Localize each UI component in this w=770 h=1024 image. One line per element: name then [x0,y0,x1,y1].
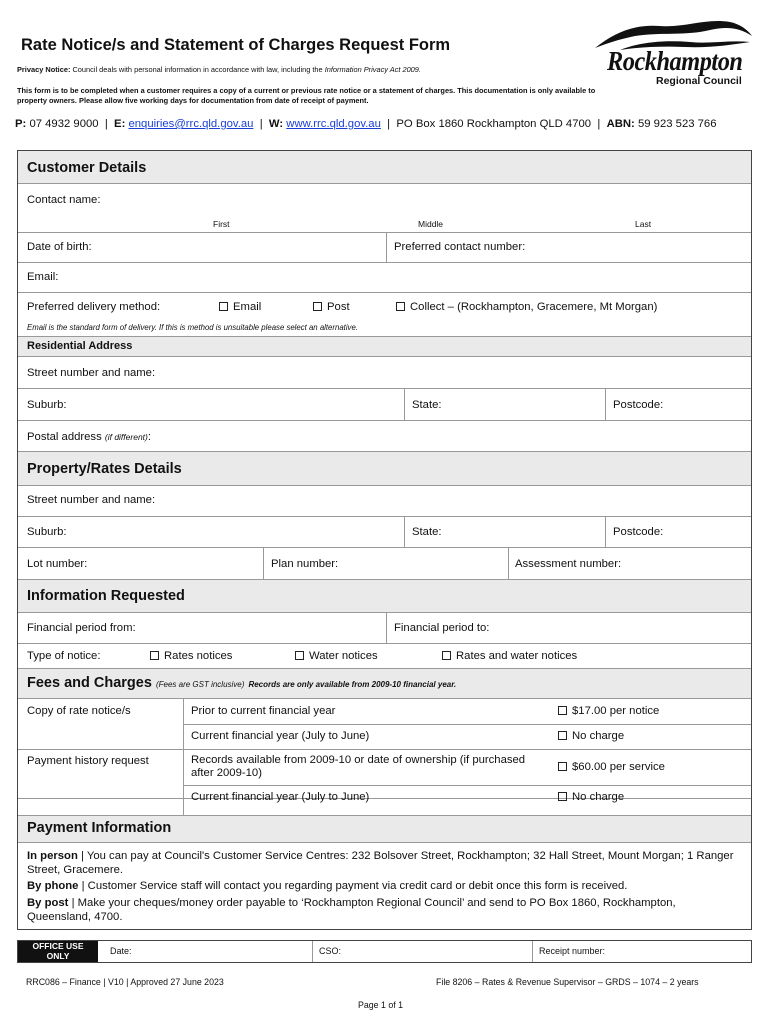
office-use-bar [17,940,752,963]
separator: | [259,118,263,130]
gst-note: (Fees are GST inclusive) [155,680,245,689]
dob-row [18,233,751,263]
postal-note: (if different) [104,432,148,442]
postal-colon: : [147,431,152,443]
payment-by-post [27,896,742,924]
phone-number: 07 4932 9000 [29,118,99,130]
divider [183,749,751,750]
fees-heading-text: Fees and Charges [27,675,152,691]
email-label: E: [114,118,126,130]
checkbox-icon[interactable] [558,731,567,740]
payment-text: | You can pay at Council's Customer Service Centres: 232 Bolsover Street, Rockhampton; 32 Hall Street, Mount Morgan; 1 Ranger Street, Gracemere. [27,850,734,876]
checkbox-icon[interactable] [558,706,567,715]
payment-label: By phone [27,880,79,892]
divider [386,613,387,643]
email-link[interactable]: enquiries@rrc.qld.gov.au [128,118,254,130]
residential-street-field[interactable] [18,357,751,389]
divider [508,548,509,579]
option-label: Rates and water notices [456,650,578,662]
notice-option-both[interactable] [442,650,577,662]
delivery-method-row [18,293,751,337]
instructions: This form is to be completed when a customer requires a copy of a current or previous rate notice or a statement of charges. This documentation is only available to property owners. Please allow five working days for documentation from date of receipt of payment. [17,86,596,105]
abn-number: 59 923 523 766 [637,118,717,130]
delivery-label: Preferred delivery method: [27,301,161,313]
office-receipt-label: Receipt number: [539,946,606,956]
payment-history-label: Payment history request [27,755,149,767]
section-information-requested [18,580,751,613]
postal-text: Postal address [27,431,105,443]
delivery-note: Email is the standard form of delivery. If this is method is unsuitable please select an alternative. [27,323,358,332]
footer-doc-ref: RRC086 – Finance | V10 | Approved 27 June 2023 [26,977,224,987]
dob-label: Date of birth: [27,241,92,253]
postcode-label: Postcode: [613,526,664,538]
option-label: Rates notices [164,650,233,662]
notice-option-water[interactable] [295,650,378,662]
fee-option-records[interactable] [558,761,665,773]
section-payment-information [18,816,751,843]
payment-by-phone [27,879,742,893]
fee-option-current[interactable] [558,730,624,742]
postcode-label: Postcode: [613,399,664,411]
option-label: Water notices [309,650,378,662]
period-to-label: Financial period to: [394,622,490,634]
section-fees-charges [18,669,751,699]
section-heading: Customer Details [27,160,147,176]
footer-file-ref: File 8206 – Rates & Revenue Supervisor – GRDS – 1074 – 2 years [436,977,699,987]
residential-suburb-row [18,389,751,421]
page-title: Rate Notice/s and Statement of Charges Request Form [21,36,451,54]
fee-records: Records available from 2009-10 or date of ownership (if purchased after 2009-10) [191,754,526,779]
contact-name-field[interactable] [18,184,751,233]
state-label: State: [412,526,442,538]
option-label: Email [233,301,262,313]
lot-label: Lot number: [27,558,88,570]
web-label: W: [268,118,284,130]
postal-address-field[interactable] [18,421,751,452]
section-heading: Payment Information [27,820,172,836]
divider [18,749,183,750]
checkbox-icon[interactable] [442,651,451,660]
delivery-option-post[interactable] [313,301,350,313]
checkbox-icon[interactable] [295,651,304,660]
privacy-act: Information Privacy Act 2009. [324,65,421,74]
state-label: State: [412,399,442,411]
divider [183,785,751,786]
divider [183,724,751,725]
last-name-caption: Last [635,219,652,229]
street-label: Street number and name: [27,367,156,379]
section-heading [27,675,456,691]
contact-name-label: Contact name: [27,194,101,206]
section-heading: Property/Rates Details [27,461,182,477]
fee-amount: No charge [572,791,625,803]
first-name-caption: First [213,219,230,229]
postal-label [27,431,151,443]
financial-period-row [18,613,751,644]
divider [183,799,184,815]
section-heading: Information Requested [27,588,185,604]
divider [605,517,606,547]
contact-bar [15,118,717,130]
page-number: Page 1 of 1 [358,1000,403,1010]
email-label: Email: [27,271,59,283]
checkbox-icon[interactable] [558,762,567,771]
delivery-option-email[interactable] [219,301,261,313]
fee-current-year-2: Current financial year (July to June) [191,791,370,803]
notice-type-label: Type of notice: [27,650,101,662]
divider [532,941,533,962]
section-customer-details [18,151,751,184]
section-residential-address [18,337,751,357]
payment-in-person [27,849,742,877]
checkbox-icon[interactable] [313,302,322,311]
privacy-text: Council deals with personal information in accordance with law, including the [70,65,325,74]
fee-amount: No charge [572,730,625,742]
fee-option-prior[interactable] [558,705,659,717]
notice-type-row [18,644,751,669]
office-cso-label: CSO: [319,946,342,956]
payment-text: | Make your cheques/money order payable to ‘Rockhampton Regional Council’ and send to PO Box 1860, Rockhampton, Queensland, 4700. [27,897,676,923]
copy-notice-label: Copy of rate notice/s [27,705,131,717]
payment-label: In person [27,850,78,862]
fees-table [18,699,751,803]
divider [404,517,405,547]
records-note: Records are only available from 2009-10 financial year. [248,680,457,689]
option-label: Post [327,301,350,313]
separator: | [597,118,601,130]
divider [404,389,405,420]
council-logo [590,12,755,92]
fee-prior-year: Prior to current financial year [191,705,336,717]
preferred-number-label: Preferred contact number: [394,241,526,253]
fees-table-end [18,799,751,816]
po-box: PO Box 1860 Rockhampton QLD 4700 [396,118,592,130]
abn-label: ABN: [606,118,635,130]
office-date-label: Date: [110,946,132,956]
phone-label: P: [15,118,27,130]
office-use-line2: ONLY [46,951,70,961]
request-form [17,150,752,930]
fee-amount: $17.00 per notice [572,705,660,717]
separator: | [104,118,108,130]
option-label: Collect – (Rockhampton, Gracemere, Mt Morgan) [410,301,658,313]
suburb-label: Suburb: [27,399,67,411]
office-use-line1: OFFICE USE [32,941,84,951]
street-label: Street number and name: [27,494,156,506]
suburb-label: Suburb: [27,526,67,538]
property-street-field[interactable] [18,486,751,517]
divider [605,389,606,420]
assessment-label: Assessment number: [515,558,622,570]
fee-amount: $60.00 per service [572,761,665,773]
delivery-option-collect[interactable] [396,301,657,313]
checkbox-icon[interactable] [396,302,405,311]
divider [386,233,387,262]
website-link[interactable]: www.rrc.qld.gov.au [286,118,381,130]
plan-label: Plan number: [271,558,339,570]
office-use-label [18,941,98,962]
separator: | [387,118,391,130]
middle-name-caption: Middle [418,219,444,229]
checkbox-icon[interactable] [219,302,228,311]
period-from-label: Financial period from: [27,622,136,634]
section-heading: Residential Address [27,340,133,352]
logo-subtitle: Regional Council [656,75,742,87]
logo-wordmark: Rockhampton [607,46,743,76]
section-property-details [18,452,751,486]
privacy-label: Privacy Notice: [17,65,71,74]
email-field[interactable] [18,263,751,293]
divider [263,548,264,579]
privacy-notice [17,65,421,74]
notice-option-rates[interactable] [150,650,232,662]
payment-details [18,843,751,929]
fee-current-year: Current financial year (July to June) [191,730,370,742]
payment-text: | Customer Service staff will contact you regarding payment via credit card or debit once this form is received. [78,880,628,892]
checkbox-icon[interactable] [150,651,159,660]
payment-label: By post [27,897,69,909]
property-suburb-row [18,517,751,548]
divider [312,941,313,962]
lot-plan-row [18,548,751,580]
